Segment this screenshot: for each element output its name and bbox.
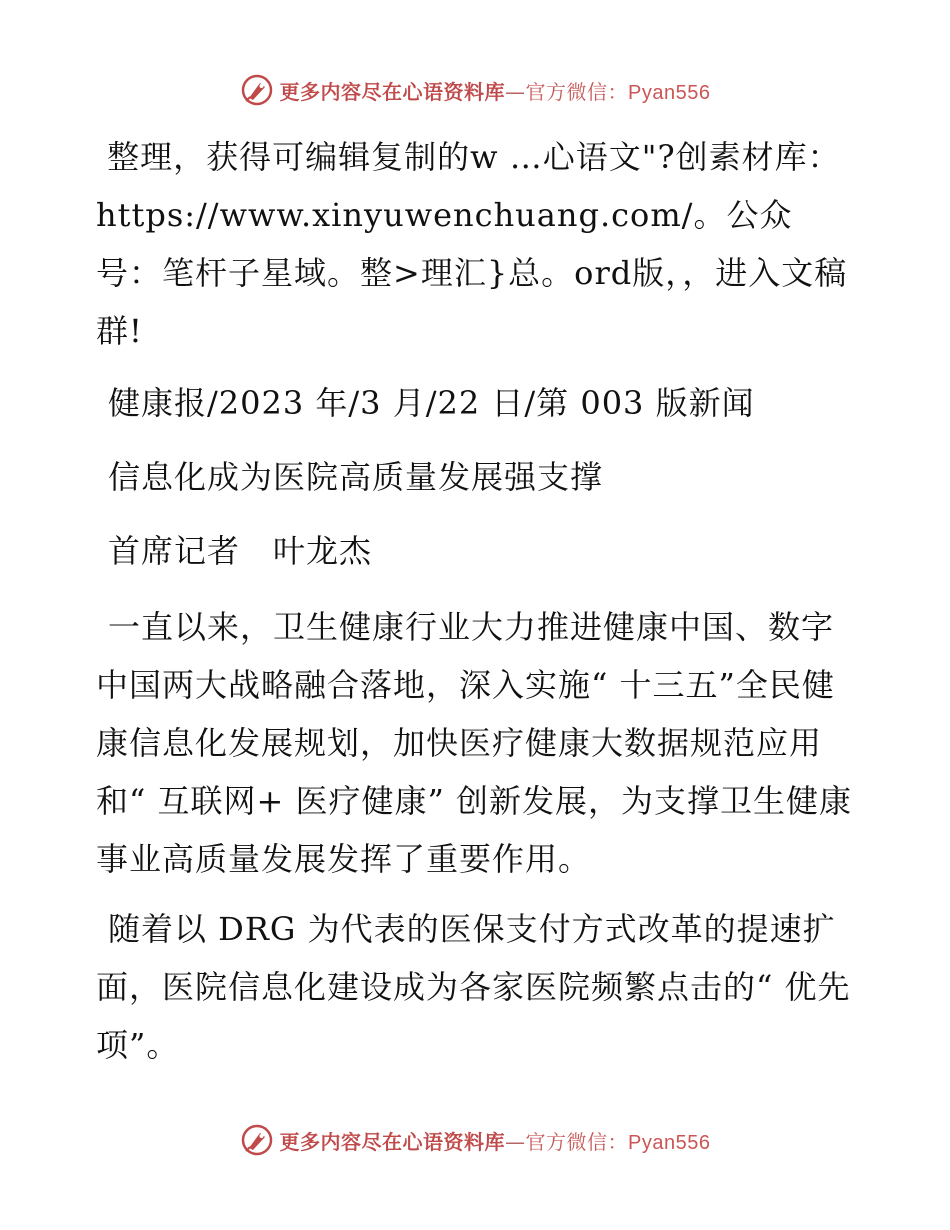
article-byline: 首席记者 叶龙杰	[108, 532, 373, 570]
article-title: 信息化成为医院高质量发展强支撑	[108, 458, 604, 496]
footer-watermark	[0, 1120, 950, 1160]
document-body	[96, 128, 856, 1074]
publication-meta: 健康报/2023 年/3 月/22 日/第 003 版新闻	[108, 384, 755, 422]
watermark-wechat-id: Pyan556	[628, 1131, 711, 1154]
watermark-separator: —	[505, 1129, 526, 1154]
watermark-site: 更多内容尽在心语资料库	[279, 79, 506, 104]
watermark-text	[280, 1126, 711, 1155]
body-paragraph-2: 随着以 DRG 为代表的医保支付方式改革的提速扩面，医院信息化建设成为各家医院频繁点击的“ 优先项”。	[96, 910, 851, 1064]
watermark-wechat-label: 官方微信：	[525, 1129, 629, 1154]
header-watermark	[0, 70, 950, 110]
watermark-separator: —	[505, 79, 526, 104]
pen-nib-icon	[240, 1123, 274, 1157]
watermark-wechat-label: 官方微信：	[525, 79, 629, 104]
intro-paragraph: 整理，获得可编辑复制的w …心语文"?创素材库：https://www.xinyuwenchuang.com/。公众号：笔杆子星域。整>理汇}总。ord版，，进入文稿群!	[96, 138, 848, 350]
watermark-site: 更多内容尽在心语资料库	[279, 1129, 506, 1154]
body-paragraph-1: 一直以来，卫生健康行业大力推进健康中国、数字中国两大战略融合落地，深入实施“ 十三五”全民健康信息化发展规划，加快医疗健康大数据规范应用和“ 互联网+ 医疗健康” 创新发展，为支撑卫生健康事业高质量发展发挥了重要作用。	[96, 608, 853, 878]
watermark-wechat-id: Pyan556	[628, 81, 711, 104]
pen-nib-icon	[240, 73, 274, 107]
watermark-text	[280, 76, 711, 105]
